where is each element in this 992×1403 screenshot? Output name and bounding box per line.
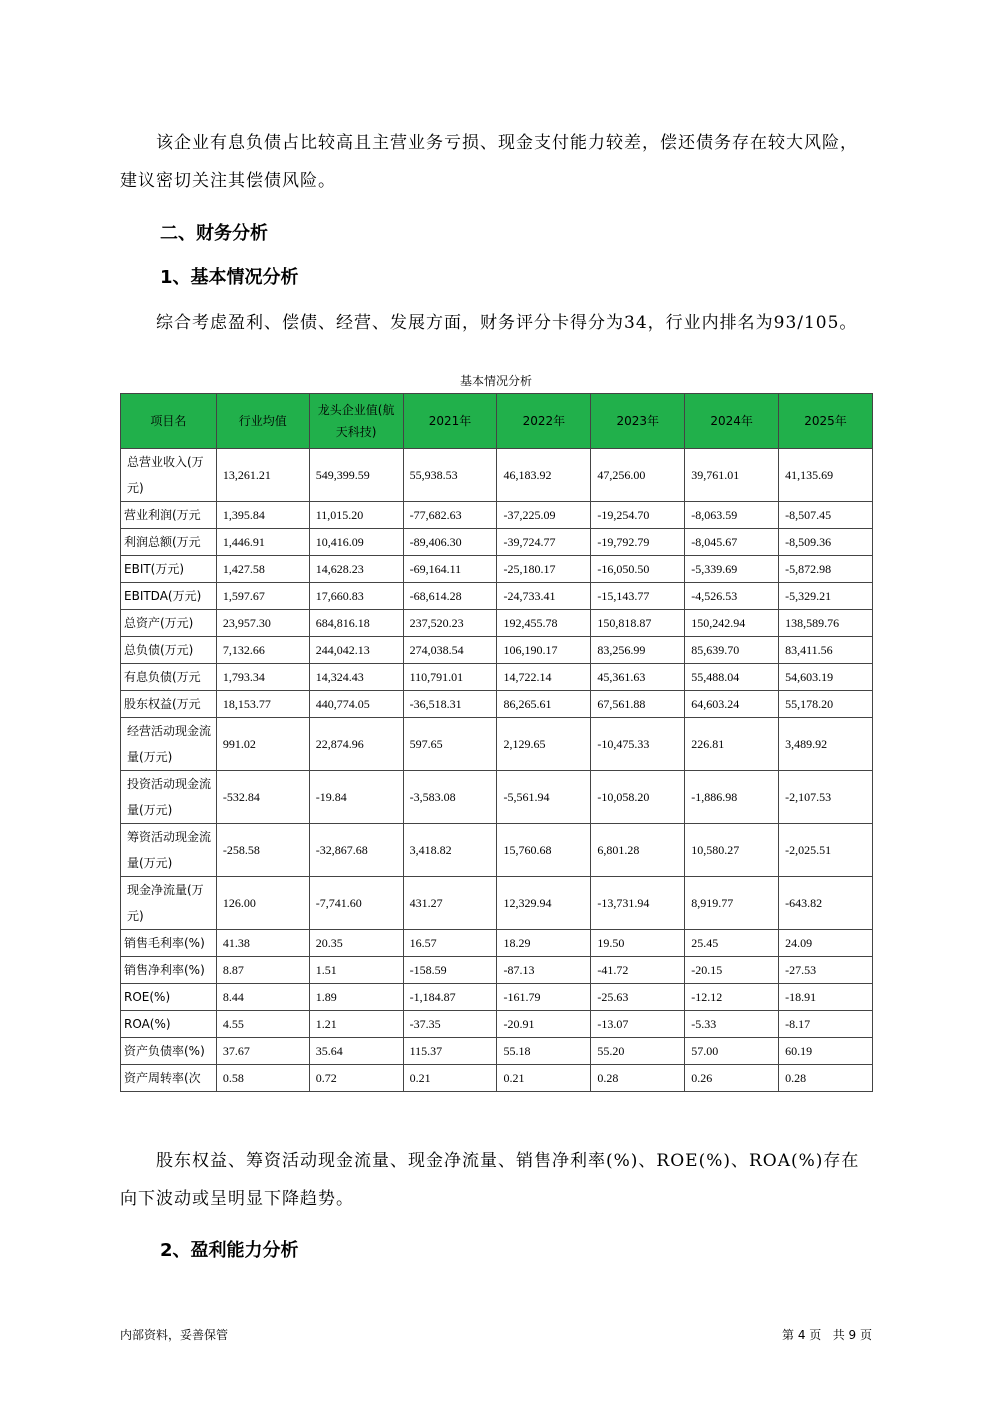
table-cell: -27.53 [779, 957, 873, 984]
row-label: 有息负债(万元 [121, 664, 217, 691]
table-cell: 20.35 [309, 930, 403, 957]
table-cell: -532.84 [216, 771, 309, 824]
table-cell: -20.91 [497, 1011, 591, 1038]
table-cell: 991.02 [216, 718, 309, 771]
table-cell: 684,816.18 [309, 610, 403, 637]
table-row [121, 529, 873, 556]
table-row [121, 718, 873, 771]
table-cell: 15,760.68 [497, 824, 591, 877]
table-cell: 86,265.61 [497, 691, 591, 718]
table-cell: -10,475.33 [591, 718, 685, 771]
table-cell: -89,406.30 [403, 529, 497, 556]
table-header-row [121, 394, 873, 449]
table-row [121, 449, 873, 502]
table-cell: 55,488.04 [685, 664, 779, 691]
table-row [121, 556, 873, 583]
table-cell: -13,731.94 [591, 877, 685, 930]
table-row [121, 691, 873, 718]
table-cell: -18.91 [779, 984, 873, 1011]
table-cell: -16,050.50 [591, 556, 685, 583]
row-label: EBITDA(万元) [121, 583, 217, 610]
table-cell: 126.00 [216, 877, 309, 930]
table-cell: 0.72 [309, 1065, 403, 1092]
table-cell: 23,957.30 [216, 610, 309, 637]
table-cell: 12,329.94 [497, 877, 591, 930]
subsection2-heading: 2、盈利能力分析 [160, 1240, 299, 1261]
table-cell: 18.29 [497, 930, 591, 957]
table-cell: 39,761.01 [685, 449, 779, 502]
table-cell: 41.38 [216, 930, 309, 957]
table-cell: 150,242.94 [685, 610, 779, 637]
table-cell: -3,583.08 [403, 771, 497, 824]
table-row [121, 824, 873, 877]
table-cell: 431.27 [403, 877, 497, 930]
footer-page-number: 第 4 页 共 9 页 [782, 1328, 872, 1342]
table-cell: -19,254.70 [591, 502, 685, 529]
table-cell: -13.07 [591, 1011, 685, 1038]
table-cell: 25.45 [685, 930, 779, 957]
row-label: ROE(%) [121, 984, 217, 1011]
table-header-cell: 行业均值 [216, 394, 309, 449]
table-cell: 1,793.34 [216, 664, 309, 691]
table-cell: 4.55 [216, 1011, 309, 1038]
table-cell: -24,733.41 [497, 583, 591, 610]
table-cell: 8.44 [216, 984, 309, 1011]
table-cell: -643.82 [779, 877, 873, 930]
table-cell: 0.21 [403, 1065, 497, 1092]
table-cell: -10,058.20 [591, 771, 685, 824]
table-cell: 440,774.05 [309, 691, 403, 718]
table-cell: 54,603.19 [779, 664, 873, 691]
table-cell: 14,722.14 [497, 664, 591, 691]
table-header-cell: 项目名 [121, 394, 217, 449]
row-label: EBIT(万元) [121, 556, 217, 583]
table-cell: -258.58 [216, 824, 309, 877]
table-cell: 3,418.82 [403, 824, 497, 877]
table-cell: -20.15 [685, 957, 779, 984]
table-cell: 1,597.67 [216, 583, 309, 610]
table-cell: 0.28 [591, 1065, 685, 1092]
table-cell: 85,639.70 [685, 637, 779, 664]
table-cell: 55,178.20 [779, 691, 873, 718]
table-header-cell: 2022年 [497, 394, 591, 449]
table-row [121, 583, 873, 610]
table-row [121, 1011, 873, 1038]
table-caption: 基本情况分析 [459, 374, 532, 388]
row-label: 总负债(万元) [121, 637, 217, 664]
table-cell: -5.33 [685, 1011, 779, 1038]
row-label: 营业利润(万元 [121, 502, 217, 529]
row-label: 现金净流量(万元) [121, 877, 217, 930]
table-cell: -158.59 [403, 957, 497, 984]
table-cell: 45,361.63 [591, 664, 685, 691]
table-cell: -8,509.36 [779, 529, 873, 556]
table-cell: -5,561.94 [497, 771, 591, 824]
intro-paragraph: 该企业有息负债占比较高且主营业务亏损、现金支付能力较差，偿还债务存在较大风险，建议密切关注其偿债风险。 [120, 133, 858, 191]
table-cell: 1,395.84 [216, 502, 309, 529]
table-cell: 16.57 [403, 930, 497, 957]
row-label: 总资产(万元) [121, 610, 217, 637]
table-cell: -8,045.67 [685, 529, 779, 556]
table-cell: 83,411.56 [779, 637, 873, 664]
table-row [121, 610, 873, 637]
table-cell: 24.09 [779, 930, 873, 957]
table-cell: 274,038.54 [403, 637, 497, 664]
table-row [121, 930, 873, 957]
table-cell: 0.26 [685, 1065, 779, 1092]
table-cell: 11,015.20 [309, 502, 403, 529]
table-cell: -77,682.63 [403, 502, 497, 529]
table-row [121, 957, 873, 984]
table-header-cell: 2021年 [403, 394, 497, 449]
row-label: 资产负债率(%) [121, 1038, 217, 1065]
table-cell: 22,874.96 [309, 718, 403, 771]
table-cell: -69,164.11 [403, 556, 497, 583]
table-cell: -41.72 [591, 957, 685, 984]
table-cell: -1,886.98 [685, 771, 779, 824]
table-row [121, 637, 873, 664]
footer-confidential: 内部资料，妥善保管 [120, 1328, 229, 1342]
table-cell: -4,526.53 [685, 583, 779, 610]
table-cell: -37.35 [403, 1011, 497, 1038]
table-cell: 83,256.99 [591, 637, 685, 664]
table-cell: 237,520.23 [403, 610, 497, 637]
financial-table [120, 393, 873, 1092]
table-cell: 8,919.77 [685, 877, 779, 930]
table-cell: 138,589.76 [779, 610, 873, 637]
table-cell: -15,143.77 [591, 583, 685, 610]
row-label: 销售毛利率(%) [121, 930, 217, 957]
table-cell: 1.21 [309, 1011, 403, 1038]
table-cell: 7,132.66 [216, 637, 309, 664]
row-label: 利润总额(万元 [121, 529, 217, 556]
table-cell: 106,190.17 [497, 637, 591, 664]
table-cell: 17,660.83 [309, 583, 403, 610]
table-cell: 2,129.65 [497, 718, 591, 771]
table-cell: 1,446.91 [216, 529, 309, 556]
row-label: ROA(%) [121, 1011, 217, 1038]
table-cell: 549,399.59 [309, 449, 403, 502]
table-cell: 6,801.28 [591, 824, 685, 877]
table-cell: -161.79 [497, 984, 591, 1011]
table-cell: -2,107.53 [779, 771, 873, 824]
table-cell: -25.63 [591, 984, 685, 1011]
table-cell: 41,135.69 [779, 449, 873, 502]
table-cell: 110,791.01 [403, 664, 497, 691]
row-label: 资产周转率(次 [121, 1065, 217, 1092]
table-row [121, 502, 873, 529]
table-cell: -39,724.77 [497, 529, 591, 556]
table-cell: 55,938.53 [403, 449, 497, 502]
table-cell: 13,261.21 [216, 449, 309, 502]
table-cell: 115.37 [403, 1038, 497, 1065]
table-cell: 8.87 [216, 957, 309, 984]
table-cell: 57.00 [685, 1038, 779, 1065]
table-cell: -8.17 [779, 1011, 873, 1038]
table-cell: -2,025.51 [779, 824, 873, 877]
row-label: 总营业收入(万元) [121, 449, 217, 502]
table-cell: 14,324.43 [309, 664, 403, 691]
table-cell: -32,867.68 [309, 824, 403, 877]
table-cell: -36,518.31 [403, 691, 497, 718]
table-cell: 55.18 [497, 1038, 591, 1065]
table-cell: 226.81 [685, 718, 779, 771]
table-cell: 46,183.92 [497, 449, 591, 502]
table-row [121, 771, 873, 824]
table-header-cell: 2023年 [591, 394, 685, 449]
table-cell: 150,818.87 [591, 610, 685, 637]
subsection1-heading: 1、基本情况分析 [160, 267, 299, 288]
table-cell: -5,872.98 [779, 556, 873, 583]
row-label: 股东权益(万元 [121, 691, 217, 718]
section2-heading: 二、财务分析 [160, 223, 268, 244]
table-cell: -19,792.79 [591, 529, 685, 556]
table-cell: -5,339.69 [685, 556, 779, 583]
table-cell: 0.58 [216, 1065, 309, 1092]
table-cell: -12.12 [685, 984, 779, 1011]
table-cell: 19.50 [591, 930, 685, 957]
table-header-cell: 2024年 [685, 394, 779, 449]
table-row [121, 664, 873, 691]
table-cell: -37,225.09 [497, 502, 591, 529]
summary-paragraph: 股东权益、筹资活动现金流量、现金净流量、销售净利率(%)、ROE(%)、ROA(%)存在向下波动或呈明显下降趋势。 [120, 1151, 860, 1209]
table-row [121, 1065, 873, 1092]
table-cell: 47,256.00 [591, 449, 685, 502]
table-cell: 1.51 [309, 957, 403, 984]
table-cell: 67,561.88 [591, 691, 685, 718]
table-cell: 597.65 [403, 718, 497, 771]
table-cell: 1,427.58 [216, 556, 309, 583]
table-cell: 14,628.23 [309, 556, 403, 583]
table-cell: 35.64 [309, 1038, 403, 1065]
table-cell: 10,580.27 [685, 824, 779, 877]
table-cell: 0.21 [497, 1065, 591, 1092]
table-cell: -8,063.59 [685, 502, 779, 529]
table-cell: 37.67 [216, 1038, 309, 1065]
row-label: 销售净利率(%) [121, 957, 217, 984]
table-header-cell: 龙头企业值(航天科技) [309, 394, 403, 449]
row-label: 经营活动现金流量(万元) [121, 718, 217, 771]
table-cell: 3,489.92 [779, 718, 873, 771]
row-label: 投资活动现金流量(万元) [121, 771, 217, 824]
table-row [121, 877, 873, 930]
table-cell: -25,180.17 [497, 556, 591, 583]
subsection1-paragraph: 综合考虑盈利、偿债、经营、发展方面，财务评分卡得分为34，行业内排名为93/105。 [156, 313, 858, 333]
table-cell: -5,329.21 [779, 583, 873, 610]
table-cell: 10,416.09 [309, 529, 403, 556]
table-row [121, 984, 873, 1011]
table-cell: 18,153.77 [216, 691, 309, 718]
table-cell: -7,741.60 [309, 877, 403, 930]
table-cell: 64,603.24 [685, 691, 779, 718]
table-cell: -19.84 [309, 771, 403, 824]
table-cell: -1,184.87 [403, 984, 497, 1011]
table-cell: 55.20 [591, 1038, 685, 1065]
table-cell: 244,042.13 [309, 637, 403, 664]
table-cell: -87.13 [497, 957, 591, 984]
table-cell: 0.28 [779, 1065, 873, 1092]
table-row [121, 1038, 873, 1065]
table-header-cell: 2025年 [779, 394, 873, 449]
table-cell: -8,507.45 [779, 502, 873, 529]
row-label: 筹资活动现金流量(万元) [121, 824, 217, 877]
table-cell: 60.19 [779, 1038, 873, 1065]
table-cell: 1.89 [309, 984, 403, 1011]
table-cell: -68,614.28 [403, 583, 497, 610]
table-cell: 192,455.78 [497, 610, 591, 637]
